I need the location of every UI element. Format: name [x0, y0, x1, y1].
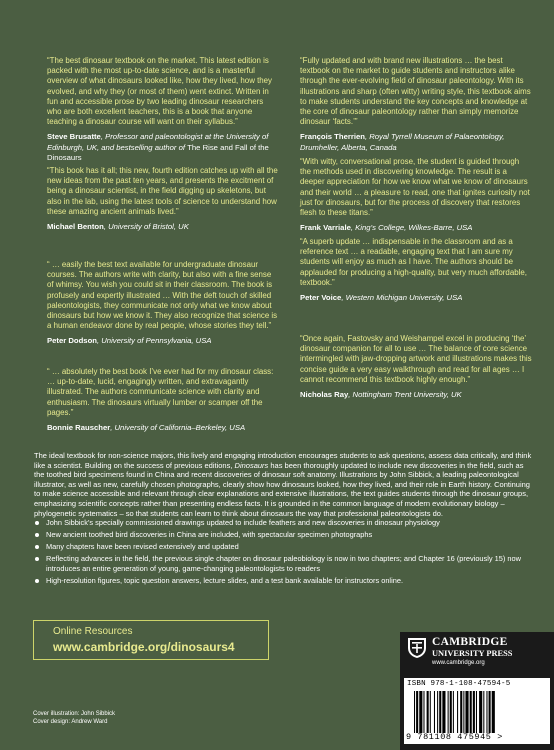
feature-item: New ancient toothed bird discoveries in China are included, with spectacular specimen photographs [32, 530, 537, 540]
publisher-name: CAMBRIDGE [432, 636, 508, 648]
reviewer-name: Peter Voice [300, 293, 342, 303]
review-brusatte [47, 56, 279, 163]
feature-item: High-resolution figures, topic question answers, lecture slides, and a test bank available for instructors online. [32, 576, 537, 586]
review-quote: “The best dinosaur textbook on the market. This latest edition is packed with the most up-to-date science, and is a masterful overview of what dinosaurs looked like, how they lived, how they evolved, and why they (or most of them) went extinct. Written in fun and accessible prose by two leading dinosaur researchers who are both excellent teachers, this is a book that anyone teaching a dinosaur course will want on their syllabus.” [47, 56, 273, 127]
reviewer-name: Bonnie Rauscher [47, 423, 111, 433]
barcode-bar [492, 691, 495, 733]
publisher-subtitle: UNIVERSITY PRESS [432, 649, 513, 658]
review-quote: “ … absolutely the best book I’ve ever had for my dinosaur class: … up-to-date, lucid, engagingly written, and extravagantly illustrated. The authors communicate science with clarity and enthusiasm. The dinosaurs virtually lumber or scamper off the pages.” [47, 367, 274, 417]
reviewer-affiliation: , Nottingham Trent University, UK [348, 390, 462, 400]
barcode-bar [457, 691, 458, 733]
review-dodson [47, 260, 279, 347]
review-attribution [300, 223, 532, 233]
barcode-bar [448, 691, 449, 733]
review-voice [300, 237, 532, 303]
description-part1: The ideal textbook for non-science majors, this lively and engaging introduction encourages students to ask questions, assess data critically, and think like a scientist. Building on the success of previous editions, [34, 451, 532, 470]
feature-item: John Sibbick’s specially commissioned drawings updated to include feathers and new discoveries in dinosaur physiology [32, 518, 537, 528]
book-description [34, 451, 534, 518]
review-therrien [300, 56, 532, 153]
barcode-bar [473, 691, 475, 733]
barcode-bar [427, 691, 429, 733]
barcode-bar [463, 691, 464, 733]
review-attribution [47, 132, 279, 163]
review-quote: “This book has it all; this new, fourth edition catches up with all the new ideas from the past ten years, and presents the excitment of being a dinosaur scientist, in the field digging up skeletons, but also in the lab, using the latest tools of science to understand how these amazing ancient animals lived.” [47, 166, 278, 216]
barcode-bar [486, 691, 487, 733]
barcode-bar [423, 691, 424, 733]
barcode-bar [416, 691, 418, 733]
feature-item: Reflecting advances in the field, the previous single chapter on dinosaur paleobiology is now in two chapters; and Chapter 16 (previously 15) now introduces an entire generation of young, game-changing paleontologists to readers [32, 554, 537, 573]
cover-illustration-credit: Cover illustration: John Sibbick [33, 711, 116, 717]
reviewer-name: Nicholas Ray [300, 390, 349, 400]
review-quote: “Once again, Fastovsky and Weishampel excel in producing ‘the’ dinosaur companion for all to use … The balance of core science intermingled with jaw-dropping artwork and illustrations makes this concise guide a very easy walkthrough and read for all ages … I cannot recommend this textbook highly enough.” [300, 334, 532, 384]
barcode-bar [476, 691, 477, 733]
barcode-bar [453, 691, 454, 733]
review-attribution [47, 336, 279, 346]
barcode-bar [483, 691, 484, 733]
review-ray [300, 334, 532, 400]
review-attribution [47, 222, 279, 232]
review-attribution [300, 132, 532, 152]
description-part2: has been thoroughly updated to include new discoveries in the field, such as the toothed bird specimens found in China and recent discoveries of dinosaur soft anatomy. Illustrations by John Sibbick, a leading paleontological illustrator, as well as new, carefully chosen photographs, clearly show how dinosaurs looked, how they lived, and their role in Earth history. Continuing to make science accessible and relevant through clear explanations and extensive illustrations, the text guides students through the dinosaur groups, emphasizing scientific concepts rather than presenting endless facts. It is grounded in the common language of modern evolutionary biology – phylogenetic systematics – so that students can learn to think about dinosaurs the way that professional paleontologists do. [34, 460, 530, 518]
feature-item: Many chapters have been revised extensively and updated [32, 542, 537, 552]
barcode-bar [465, 691, 468, 733]
barcode-bar [414, 691, 415, 733]
reviewer-affiliation: , University of California–Berkeley, USA [110, 423, 246, 433]
review-attribution [300, 293, 532, 303]
reviewer-book: The Rise and Fall of the Dinosaurs [47, 142, 269, 162]
review-rauscher [47, 367, 279, 433]
reviewer-name: Frank Varriale [300, 223, 351, 233]
review-quote: “With witty, conversational prose, the student is guided through the methods used in discovering knowledge. The result is a deeper appreciation for how we know what we know of dinosaurs and their world … a pleasure to read, one that ignites curiosity not just for dinosaurs, but for the process of discovery that restores flesh to these titans.” [300, 157, 530, 218]
barcode-bar [450, 691, 452, 733]
online-resources-title: Online Resources [53, 626, 133, 637]
barcode-bar [434, 691, 435, 733]
reviewer-affiliation: , Western Michigan University, USA [341, 293, 463, 303]
feature-list [32, 518, 537, 588]
barcode-bar [437, 691, 438, 733]
online-resources-link[interactable]: www.cambridge.org/dinosaurs4 [53, 640, 235, 654]
cover-design-credit: Cover design: Andrew Ward [33, 719, 108, 725]
barcode-bar [419, 691, 422, 733]
publisher-url: www.cambridge.org [432, 660, 485, 666]
reviewer-name: François Therrien [300, 132, 365, 142]
barcode-bar [439, 691, 441, 733]
cambridge-crest-icon [407, 637, 427, 659]
reviewer-name: Michael Benton [47, 222, 104, 232]
barcode-icon [414, 691, 542, 733]
description-book-title: Dinosaurs [234, 460, 269, 470]
barcode-bar [460, 691, 462, 733]
reviewer-affiliation: , Professor and paleontologist at the University of Edinburgh, UK, and bestselling author of [47, 132, 269, 152]
review-attribution [300, 390, 532, 400]
reviewer-affiliation: , University of Bristol, UK [103, 222, 189, 232]
reviewer-affiliation: , Royal Tyrrell Museum of Palaeontology, Drumheller, Alberta, Canada [300, 132, 505, 152]
barcode-bar [489, 691, 491, 733]
review-benton [47, 166, 279, 232]
barcode-bar [430, 691, 431, 733]
barcode-bar [442, 691, 445, 733]
review-attribution [47, 423, 279, 433]
reviewer-affiliation: , University of Pennsylvania, USA [96, 336, 212, 346]
reviewer-affiliation: , King’s College, Wilkes-Barre, USA [350, 223, 473, 233]
review-quote: “A superb update … indispensable in the classroom and as a reference text … a readable, engaging text that I am sure my students will enjoy as much as I have. The authors should be applauded for producing a high-quality, but very much affordable, textbook.” [300, 237, 527, 287]
review-quote: “Fully updated and with brand new illustrations … the best textbook on the market to guide students and instructors alike through the ever-evolving field of dinosaur paleontology. With its illustrations and sharp (often witty) writing style, this textbook aims to make students understand the key concepts and knowledge at the core of dinosaur paleontology rather than simply memorize dinosaur ‘facts.’” [300, 56, 531, 127]
review-varriale [300, 157, 532, 233]
isbn-label: ISBN 978-1-108-47594-5 [407, 680, 511, 688]
barcode-digits: 9 781108 475945 > [406, 732, 503, 742]
review-quote: “ … easily the best text available for undergraduate dinosaur courses. The authors write with clarity, but also with a fine sense of whimsy. You wish you could sit in their classroom. The book is profusely and expertly illustrated … With the deft touch of skilled paleontologists, they communicate not only what we know about dinosaurs but how we know it. They also recognize that science is a human endeavor done by real people, whose stories they tell.” [47, 260, 278, 331]
reviewer-name: Peter Dodson [47, 336, 97, 346]
barcode-bar [479, 691, 482, 733]
reviewer-name: Steve Brusatte [47, 132, 101, 142]
barcode-bar [470, 691, 472, 733]
